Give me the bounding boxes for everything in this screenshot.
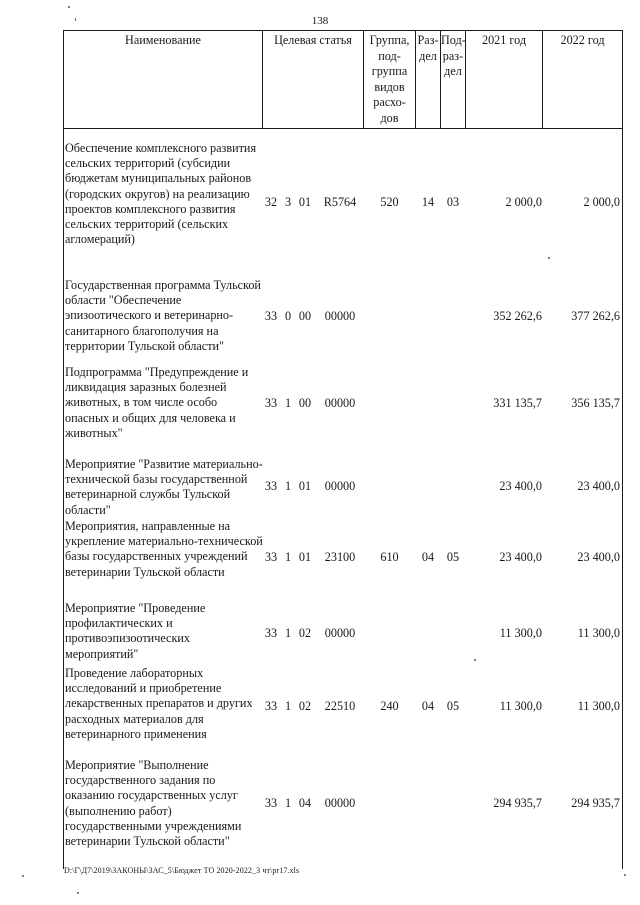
scan-speck — [548, 257, 550, 259]
row-code-3: 01 — [298, 479, 312, 493]
row-code-2: 0 — [284, 309, 292, 323]
row-code-2: 1 — [284, 626, 292, 640]
row-group: 240 — [380, 699, 399, 713]
row-code-1: 33 — [264, 309, 278, 323]
row-2021: 331 135,7 — [493, 396, 542, 410]
row-name: Подпрограмма "Предупреждение и ликвидация заразных болезней животных, в том числе особо опасных и общих для человека и животных" — [65, 365, 249, 440]
budget-table — [63, 30, 623, 869]
row-code-3: 02 — [298, 699, 312, 713]
row-2022: 377 262,6 — [571, 309, 620, 323]
header-2021: 2021 год — [481, 33, 527, 47]
row-name: Мероприятие "Развитие материально-технической базы государственной ветеринарной службы Тульской области" — [65, 457, 263, 517]
row-2021: 352 262,6 — [493, 309, 542, 323]
row-code-3: 01 — [298, 195, 312, 209]
table-row — [64, 519, 622, 599]
table-row — [64, 365, 622, 445]
row-section: 04 — [421, 699, 435, 713]
row-code-2: 1 — [284, 796, 292, 810]
scan-speck — [77, 892, 79, 894]
row-name: Мероприятие "Выполнение государственного задания по оказанию государственных услуг (выполнению работ) государственными учреждениями ветеринарии Тульской области" — [65, 758, 242, 849]
row-2022: 23 400,0 — [577, 479, 620, 493]
header-divider — [465, 31, 466, 128]
row-name: Мероприятие "Проведение профилактических и противоэпизоотических мероприятий" — [65, 601, 206, 661]
table-row — [64, 758, 622, 858]
row-subsection: 05 — [446, 550, 460, 564]
row-2021: 23 400,0 — [499, 479, 542, 493]
page-number: 138 — [311, 15, 329, 27]
row-name: Мероприятия, направленные на укрепление материально-технической базы государственных учреждений ветеринарии Тульской области — [65, 519, 263, 579]
row-code-1: 33 — [264, 699, 278, 713]
row-subsection: 03 — [446, 195, 460, 209]
row-code-4: 00000 — [324, 479, 356, 493]
row-2022: 294 935,7 — [571, 796, 620, 810]
row-code-1: 33 — [264, 626, 278, 640]
header-section: Раз- дел — [417, 33, 439, 63]
header-divider — [363, 31, 364, 128]
row-code-2: 1 — [284, 699, 292, 713]
row-2021: 294 935,7 — [493, 796, 542, 810]
row-group: 520 — [380, 195, 399, 209]
row-name: Государственная программа Тульской области "Обеспечение эпизоотического и ветеринарно-санитарного благополучия на территории Тульской области" — [65, 278, 261, 353]
row-code-3: 00 — [298, 396, 312, 410]
row-code-4: R5764 — [323, 195, 357, 209]
row-code-3: 00 — [298, 309, 312, 323]
table-row — [64, 601, 622, 665]
row-2022: 11 300,0 — [577, 699, 620, 713]
row-2022: 2 000,0 — [583, 195, 620, 209]
row-code-1: 32 — [264, 195, 278, 209]
row-code-1: 33 — [264, 796, 278, 810]
header-divider — [440, 31, 441, 128]
row-code-2: 3 — [284, 195, 292, 209]
row-code-3: 02 — [298, 626, 312, 640]
table-row — [64, 278, 622, 358]
row-code-2: 1 — [284, 396, 292, 410]
table-row — [64, 457, 622, 519]
table-row — [64, 141, 622, 271]
row-group: 610 — [380, 550, 399, 564]
row-code-4: 22510 — [324, 699, 356, 713]
row-code-1: 33 — [264, 550, 278, 564]
row-subsection: 05 — [446, 699, 460, 713]
row-2021: 2 000,0 — [505, 195, 542, 209]
scan-speck — [22, 875, 24, 877]
row-2021: 11 300,0 — [499, 626, 542, 640]
file-path-footer: D:\Г\Д7\2019\ЗАКОНЫ\ЗАС_5\Бюджет ТО 2020-2022_3 чт\pr17.xls — [64, 866, 300, 875]
row-2021: 23 400,0 — [499, 550, 542, 564]
row-code-2: 1 — [284, 479, 292, 493]
row-code-4: 00000 — [324, 309, 356, 323]
row-section: 04 — [421, 550, 435, 564]
header-divider — [262, 31, 263, 128]
row-code-4: 23100 — [324, 550, 356, 564]
row-code-1: 33 — [264, 396, 278, 410]
header-name: Наименование — [125, 33, 201, 47]
header-target: Целевая статья — [274, 33, 352, 47]
row-2022: 356 135,7 — [571, 396, 620, 410]
row-code-4: 00000 — [324, 796, 356, 810]
header-group: Группа, под- группа видов расхо- дов — [369, 33, 410, 125]
row-2021: 11 300,0 — [499, 699, 542, 713]
row-name: Обеспечение комплексного развития сельских территорий (субсидии бюджетам муниципальных районов (городских округов) на реализацию проектов комплексного развития сельских территорий (сельских агломераций) — [65, 141, 257, 247]
scan-speck — [75, 18, 76, 21]
scan-speck — [474, 659, 476, 661]
row-code-4: 00000 — [324, 396, 356, 410]
table-header — [64, 31, 622, 129]
header-divider — [415, 31, 416, 128]
row-section: 14 — [421, 195, 435, 209]
row-code-3: 01 — [298, 550, 312, 564]
row-2022: 23 400,0 — [577, 550, 620, 564]
header-subsection: Под- раз- дел — [441, 33, 466, 78]
row-code-2: 1 — [284, 550, 292, 564]
row-code-3: 04 — [298, 796, 312, 810]
row-2022: 11 300,0 — [577, 626, 620, 640]
header-divider — [542, 31, 543, 128]
row-name: Проведение лабораторных исследований и приобретение лекарственных препаратов и других расходных материалов для ветеринарного применения — [65, 666, 253, 741]
row-code-4: 00000 — [324, 626, 356, 640]
table-row — [64, 666, 622, 746]
scan-speck — [624, 874, 626, 876]
header-2022: 2022 год — [560, 33, 605, 47]
row-code-1: 33 — [264, 479, 278, 493]
scan-speck — [68, 6, 70, 8]
